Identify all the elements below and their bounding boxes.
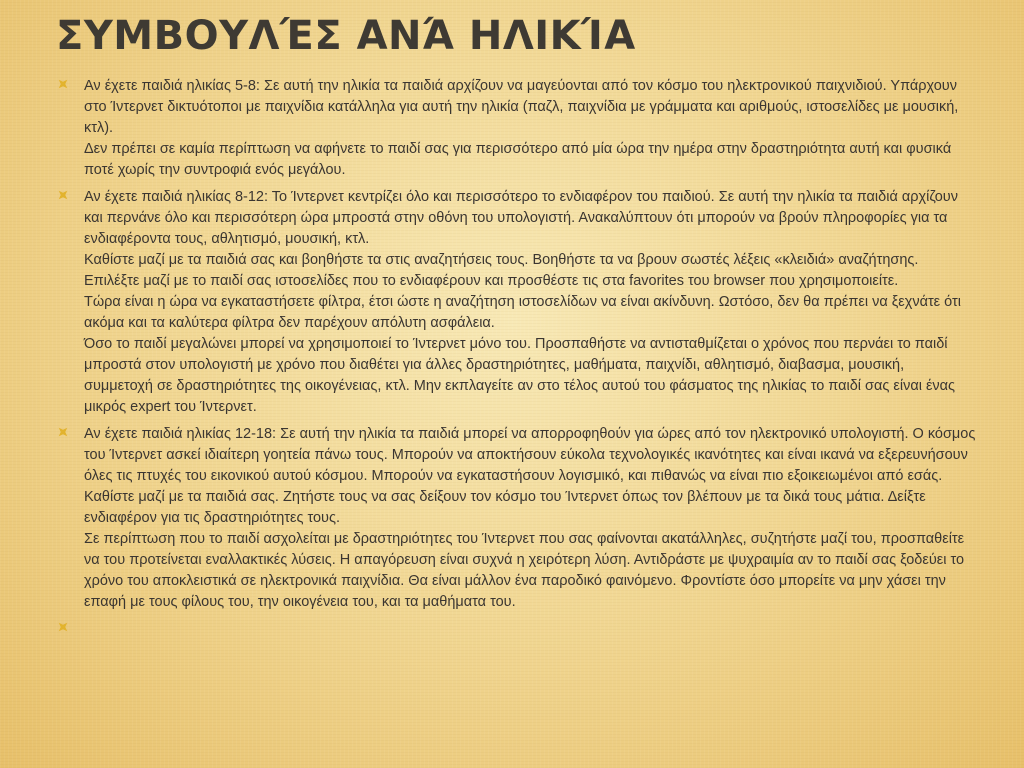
bullet-item-ages-12-18 bbox=[56, 424, 976, 613]
bullet-star-icon bbox=[56, 77, 70, 91]
bullet-item-ages-8-12 bbox=[56, 187, 976, 418]
bullet-lead: Αν έχετε παιδιά ηλικίας 12-18: bbox=[84, 426, 277, 442]
bullet-star-icon bbox=[56, 425, 70, 439]
bullet-paragraph: Δεν πρέπει σε καμία περίπτωση να αφήνετε το παιδί σας για περισσότερο από μία ώρα την ημέρα στην δραστηριότητα αυτή και φυσικά ποτέ χωρίς την συντροφιά ενός μεγάλου. bbox=[84, 141, 952, 178]
bullet-paragraph bbox=[84, 424, 976, 487]
bullet-paragraph: Καθίστε μαζί με τα παιδιά σας. Ζητήστε τους να σας δείξουν τον κόσμο του Ίντερνετ όπως τον βλέπουν με τα δικά τους μάτια. Δείξτε ενδιαφέρον για τις δραστηριότητες τους. bbox=[84, 489, 926, 526]
bullet-item-ages-5-8 bbox=[56, 76, 976, 181]
bullet-lead: Αν έχετε παιδιά ηλικίας 5-8: bbox=[84, 78, 260, 94]
bullet-paragraph bbox=[84, 187, 976, 250]
bullet-paragraph: Όσο το παιδί μεγαλώνει μπορεί να χρησιμοποιεί το Ίντερνετ μόνο του. Προσπαθήστε να αντισταθμίζεται ο χρόνος που περνάει το παιδί μπροστά στον υπολογιστή με χρόνο που διαθέτει για άλλες δραστηριότητες, μαθήματα, παιχνίδι, αθλητισμό, διαβασμα, μουσική, συμμετοχή σε δραστηριότητες της οικογένειας, κτλ. Μην εκπλαγείτε αν στο τέλος αυτού του φάσματος της ηλικίας το παιδί σας είναι ένας μικρός expert του Ίντερνετ. bbox=[84, 336, 956, 415]
bullet-paragraph: Σε περίπτωση που το παιδί ασχολείται με δραστηριότητες του Ίντερνετ που σας φαίνονται ακατάλληλες, συζητήστε μαζί του, προσπαθείτε να του προτείνεται εναλλακτικές λύσεις. Η απαγόρευση είναι συχνά η χειρότερη λύση. Αντιδράστε με ψυχραιμία αν το παιδί σας ξοδεύει το χρόνο του αποκλειστικά σε ηλεκτρονικά παιχνίδια. Θα είναι μάλλον ένα παροδικό φαινόμενο. Φροντίστε όσο μπορείτε να μην χάσει την επαφή με τους φίλους του, την οικογένεια του, και τα μαθήματα του. bbox=[84, 531, 965, 610]
bullet-item-empty bbox=[56, 619, 976, 635]
bullet-paragraph: Τώρα είναι η ώρα να εγκαταστήσετε φίλτρα, έτσι ώστε η αναζήτηση ιστοσελίδων να είναι ακίνδυνη. Ωστόσο, δεν θα πρέπει να ξεχνάτε ότι ακόμα και τα καλύτερα φίλτρα δεν παρέχουν απόλυτη ασφάλεια. bbox=[84, 294, 961, 331]
bullet-text: Σε αυτή την ηλικία τα παιδιά μπορεί να απορροφηθούν για ώρες από τον ηλεκτρονικό υπολογιστή. Ο κόσμος του Ίντερνετ ασκεί ιδιαίτερη γοητεία πάνω τους. Μπορούν να αποκτήσουν εύκολα τεχνολογικές ικανότητες και είναι ικανά να εξερευνήσουν όλες τις πτυχές του εικονικού αυτού κόσμου. Μπορούν να εγκαταστήσουν λογισμικό, και πιθανώς να είναι πιο εξοικειωμένοι από εσάς. bbox=[84, 426, 976, 484]
slide-content bbox=[56, 76, 976, 641]
bullet-text: Το Ίντερνετ κεντρίζει όλο και περισσότερο το ενδιαφέρον του παιδιού. Σε αυτή την ηλικία τα παιδιά αρχίζουν και περνάνε όλο και περισσότερη ώρα μπροστά στην οθόνη του υπολογιστή. Ανακαλύπτουν ότι μπορούν να βρούν πληροφορίες για τα ενδιαφέροντα τους, αθλητισμό, μουσική, κτλ. bbox=[84, 189, 958, 247]
bullet-star-icon bbox=[56, 620, 70, 634]
slide-title: ΣΥΜΒΟΥΛΈΣ ΑΝΆ ΗΛΙΚΊΑ bbox=[56, 13, 636, 59]
bullet-star-icon bbox=[56, 188, 70, 202]
bullet-text: Σε αυτή την ηλικία τα παιδιά αρχίζουν να μαγεύονται από τον κόσμο του ηλεκτρονικού παιχνιδιού. Υπάρχουν στο Ίντερνετ δικτυότοποι με παιχνίδια κατάλληλα για αυτή την ηλικία (παζλ, παιχνίδια με γράμματα και αριθμούς, ιστοσελίδες με μουσική, κτλ). bbox=[84, 78, 959, 136]
bullet-paragraph bbox=[84, 76, 976, 139]
bullet-paragraph: Καθίστε μαζί με τα παιδιά σας και βοηθήστε τα στις αναζητήσεις τους. Βοηθήστε τα να βρουν σωστές λέξεις «κλειδιά» αναζήτησης. Επιλέξτε μαζί με το παιδί σας ιστοσελίδες που το ενδιαφέρουν και προσθέστε τις στα favorites του browser που χρησιμοποιείτε. bbox=[84, 252, 919, 289]
bullet-lead: Αν έχετε παιδιά ηλικίας 8-12: bbox=[84, 189, 269, 205]
